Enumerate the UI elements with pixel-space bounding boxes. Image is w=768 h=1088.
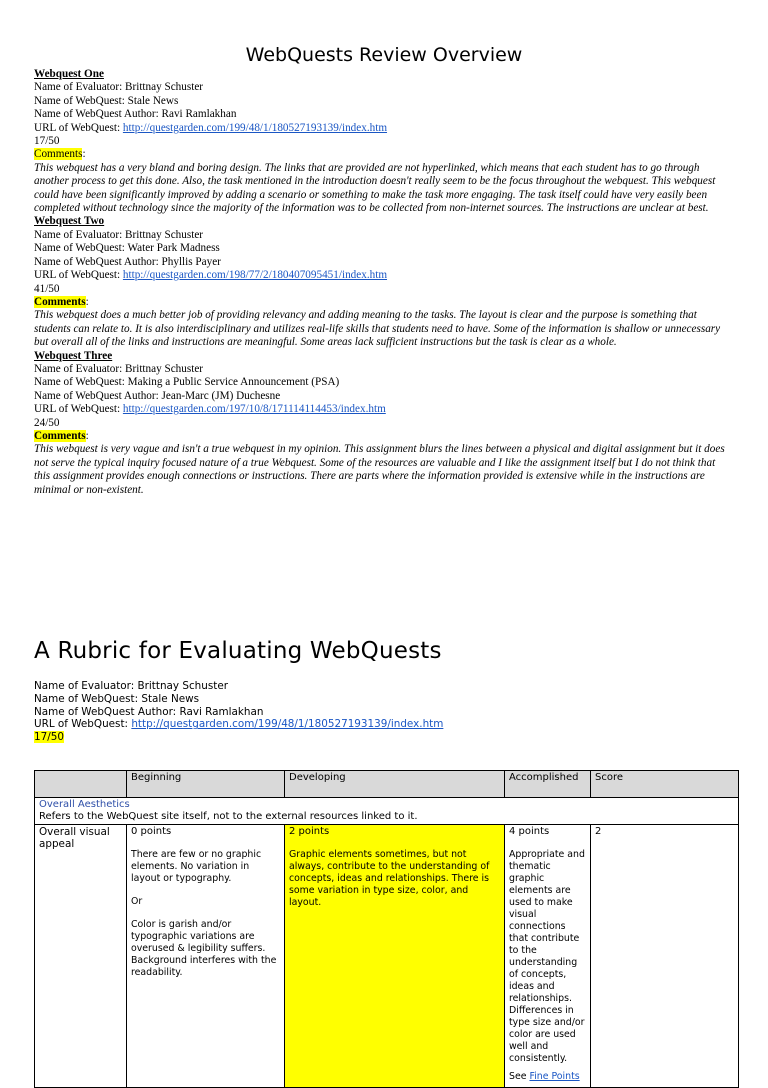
rubric-author-line: Name of WebQuest Author: Ravi Ramlakhan [34, 705, 264, 718]
accomplished-cell [505, 825, 591, 1088]
webquest-name-line: Name of WebQuest: Water Park Madness [34, 242, 220, 255]
review-block [34, 215, 732, 349]
review-block [34, 350, 732, 497]
rubric-info [34, 680, 734, 744]
evaluator-line: Name of Evaluator: Brittnay Schuster [34, 81, 204, 94]
rubric-title: A Rubric for Evaluating WebQuests [34, 638, 442, 664]
rubric-url-line: URL of WebQuest: http://questgarden.com/199/48/1/180527193139/index.htm [34, 718, 444, 731]
beginning-points: 0 points [131, 826, 172, 837]
webquest-name-line: Name of WebQuest: Making a Public Service Announcement (PSA) [34, 376, 340, 389]
url-line: URL of WebQuest: http://questgarden.com/198/77/2/180407095451/index.htm [34, 269, 388, 282]
criterion-label: Overall visual appeal [35, 825, 127, 1088]
score-line: 41/50 [34, 282, 60, 295]
review-heading: Webquest Two [34, 215, 105, 228]
webquest-name-line: Name of WebQuest: Stale News [34, 94, 179, 107]
section-title: Overall Aesthetics [39, 799, 130, 810]
rubric-header-row [35, 771, 739, 798]
author-line: Name of WebQuest Author: Jean-Marc (JM) Duchesne [34, 389, 281, 402]
evaluator-line: Name of Evaluator: Brittnay Schuster [34, 228, 204, 241]
score-line: 24/50 [34, 416, 60, 429]
rubric-score-line: 17/50 [34, 731, 64, 744]
fine-points-link[interactable]: Fine Points [529, 1071, 580, 1082]
developing-points: 2 points [289, 826, 330, 837]
header-cell-empty [35, 771, 127, 798]
comments-text: This webquest has a very bland and boring design. The links that are provided are not hyperlinked, which means that each student has to go through another process to get this done. Also, the task mentioned in the introduction doesn't really seem to be the focus throughout the webquest. This webquest could have been significantly improved by adding a scenario or something to make the task more engaging. The task itself could have very easily been completed without technology since the majority of the information was to be collected from non-internet sources. The instructions are unclear at best. [34, 161, 716, 215]
developing-description: Graphic elements sometimes, but not always, contribute to the understanding of concepts, ideas and relationships. There is some variation in type size, color, and layout. [289, 849, 490, 908]
author-line: Name of WebQuest Author: Phyllis Payer [34, 255, 221, 268]
webquest-url-link[interactable]: http://questgarden.com/198/77/2/180407095451/index.htm [122, 269, 388, 282]
header-score: Score [591, 771, 739, 798]
author-line: Name of WebQuest Author: Ravi Ramlakhan [34, 108, 237, 121]
header-developing: Developing [285, 771, 505, 798]
header-beginning: Beginning [127, 771, 285, 798]
beginning-description-alt: Color is garish and/or typographic variations are overused & legibility suffers. Background interferes with the readability. [131, 919, 277, 978]
comments-text: This webquest is very vague and isn't a true webquest in my opinion. This assignment blurs the lines between a physical and digital assignment but it does not serve the typical inquiry focused nature of a true Webquest. Some of the resources are valuable and I like the assignment itself but I do not think that this assignment provides enough connections or instructions. There are parts where the information provided is extensive while in the instructions are minimal or non-existent. [34, 443, 725, 496]
accomplished-description: Appropriate and thematic graphic elements are used to make visual connections that contribute to the understanding of concepts, ideas and relationships. Differences in type size and/or color are used well and consistently. [509, 849, 585, 1064]
beginning-description: There are few or no graphic elements. No variation in layout or typography. [131, 849, 262, 884]
comments-label: Comments: [34, 295, 89, 308]
beginning-cell [127, 825, 285, 1088]
rubric-table [34, 770, 739, 1088]
rubric-url-link[interactable]: http://questgarden.com/199/48/1/180527193139/index.htm [131, 718, 444, 731]
section-note: Refers to the WebQuest site itself, not to the external resources linked to it. [39, 811, 418, 822]
accomplished-points: 4 points [509, 826, 550, 837]
header-accomplished: Accomplished [505, 771, 591, 798]
comments-label: Comments: [34, 148, 86, 161]
score-cell: 2 [591, 825, 739, 1088]
comments-text: This webquest does a much better job of providing relevancy and adding meaning to the tasks. The layout is clear and the purpose is something that students can relate to. It is also interdisciplinary and utilizes real-life skills that students need to have. Some of the information is shallow or unnecessary but overall all of the links and instructions are meaningful. Some areas lack sufficient instructions but the task is clear as a whole. [34, 309, 721, 349]
score-line: 17/50 [34, 135, 60, 148]
webquest-url-link[interactable]: http://questgarden.com/199/48/1/180527193139/index.htm [122, 121, 388, 134]
beginning-or: Or [131, 896, 143, 907]
section-row [35, 798, 739, 825]
developing-cell [285, 825, 505, 1088]
rubric-evaluator-line: Name of Evaluator: Brittnay Schuster [34, 680, 228, 692]
review-heading: Webquest Three [34, 349, 113, 362]
evaluator-line: Name of Evaluator: Brittnay Schuster [34, 362, 204, 375]
reviews-section [34, 68, 732, 497]
rubric-webquest-line: Name of WebQuest: Stale News [34, 692, 200, 705]
url-line: URL of WebQuest: http://questgarden.com/197/10/8/171114114453/index.htm [34, 403, 386, 416]
webquest-url-link[interactable]: http://questgarden.com/197/10/8/171114114453/index.htm [122, 403, 386, 416]
section-cell [35, 798, 739, 825]
page-title: WebQuests Review Overview [245, 44, 523, 66]
review-block [34, 68, 732, 215]
review-heading: Webquest One [34, 68, 104, 80]
see-fine-points: See Fine Points [509, 1071, 580, 1082]
comments-label: Comments: [34, 429, 89, 442]
url-line: URL of WebQuest: http://questgarden.com/199/48/1/180527193139/index.htm [34, 121, 388, 134]
criterion-row [35, 825, 739, 1088]
